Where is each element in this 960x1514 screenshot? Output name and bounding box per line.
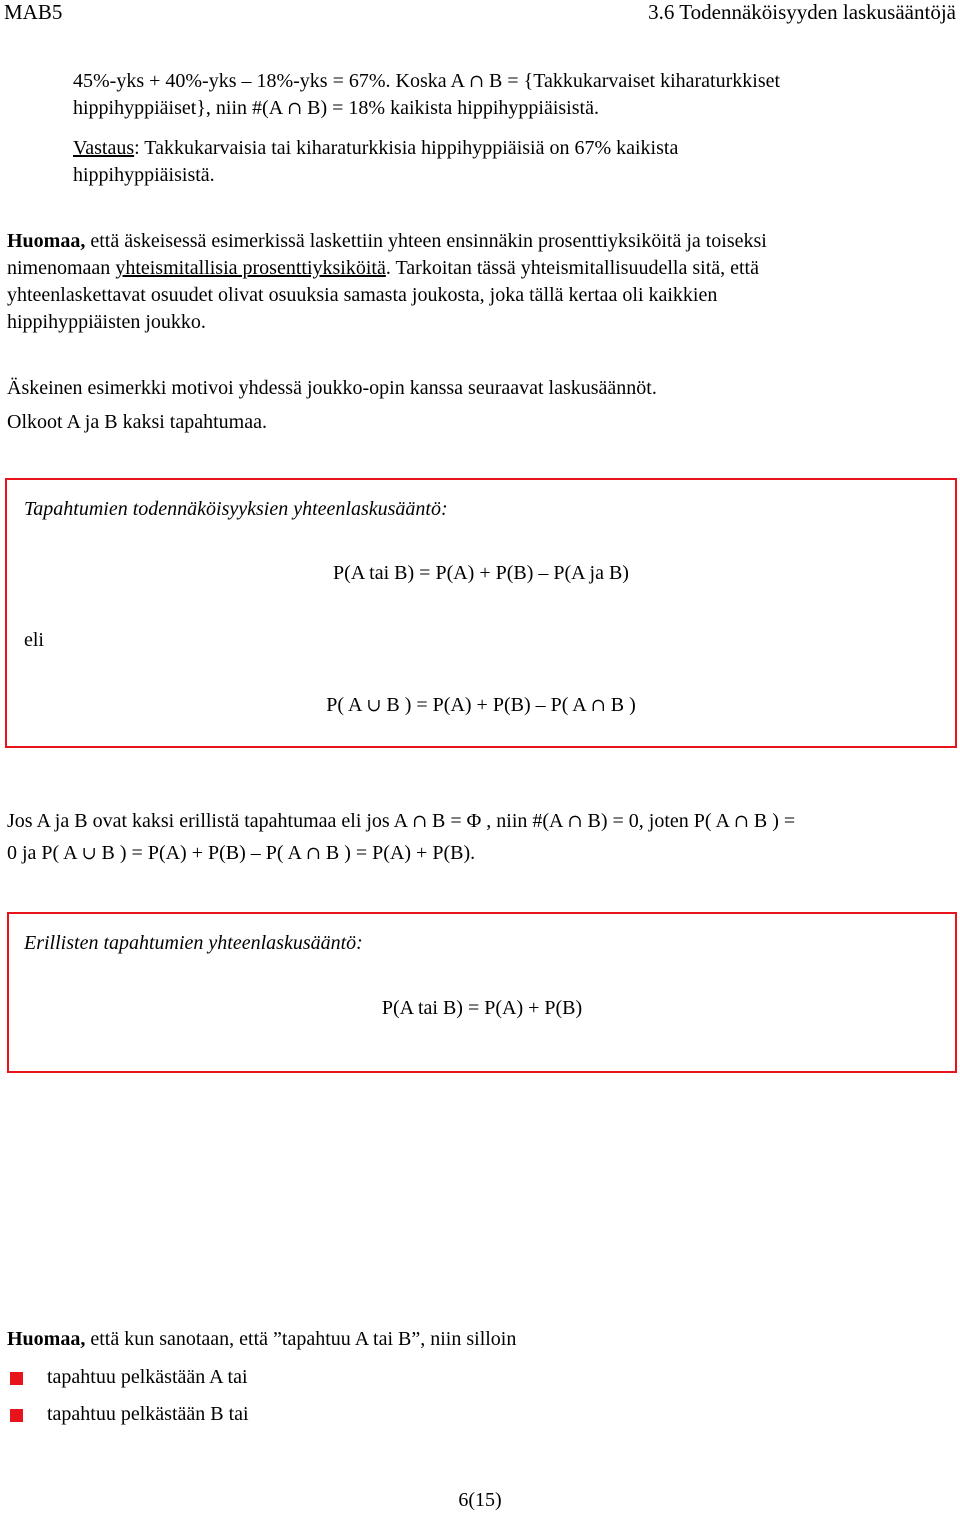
example-line-2: hippihyppiäiset}, niin #(A ∩ B) = 18% kaikista hippihyppiäisistä.: [73, 97, 599, 119]
bullet-item: tapahtuu pelkästään A tai: [10, 1364, 248, 1391]
union-symbol: ∪: [366, 695, 382, 716]
addition-rule-title: Tapahtumien todennäköisyyksien yhteenlaskusääntö:: [24, 498, 448, 520]
intersection-symbol: ∩: [305, 843, 321, 864]
note-bold-label: Huomaa,: [7, 1328, 86, 1350]
red-square-bullet-icon: [10, 1409, 23, 1422]
header-course: MAB5: [4, 0, 63, 24]
note1-line-4: hippihyppiäisten joukko.: [7, 311, 206, 333]
note1-line-2: nimenomaan yhteismitallisia prosenttiyksiköitä. Tarkoitan tässä yhteismitallisuudella sitä, että: [7, 257, 759, 279]
union-symbol: ∪: [81, 843, 97, 864]
intersection-symbol: ∩: [287, 98, 303, 119]
note-bold-label: Huomaa,: [7, 230, 86, 252]
underlined-term: yhteismitallisia prosenttiyksiköitä: [115, 257, 386, 279]
eli-label: eli: [24, 629, 44, 651]
intersection-symbol: ∩: [590, 695, 606, 716]
disjoint-line-2: 0 ja P( A ∪ B ) = P(A) + P(B) – P( A ∩ B ) = P(A) + P(B).: [7, 842, 476, 864]
intro-line-1: Äskeinen esimerkki motivoi yhdessä joukko-opin kanssa seuraavat laskusäännöt.: [7, 377, 657, 399]
intersection-symbol: ∩: [411, 811, 428, 832]
answer-label: Vastaus: [73, 137, 135, 159]
example-line-1: 45%-yks + 40%-yks – 18%-yks = 67%. Koska A ∩ B = {Takkukarvaiset kiharaturkkiset: [73, 70, 781, 92]
intersection-symbol: ∩: [733, 811, 749, 832]
page-number: 6(15): [458, 1489, 502, 1511]
intro-line-2: Olkoot A ja B kaksi tapahtumaa.: [7, 411, 267, 433]
addition-rule-formula: P(A tai B) = P(A) + P(B) – P(A ja B): [333, 562, 629, 584]
intersection-symbol: ∩: [567, 811, 583, 832]
addition-rule-box: [5, 478, 957, 748]
disjoint-rule-title: Erillisten tapahtumien yhteenlaskusääntö:: [24, 932, 363, 954]
intersection-symbol: ∩: [468, 71, 484, 92]
header-section-title: 3.6 Todennäköisyyden laskusääntöjä: [648, 0, 956, 24]
addition-rule-set-formula: P( A ∪ B ) = P(A) + P(B) – P( A ∩ B ): [326, 694, 636, 716]
note1-line-1: Huomaa, että äskeisessä esimerkissä laskettiin yhteen ensinnäkin prosenttiyksiköitä ja toiseksi: [7, 230, 767, 252]
answer-line-2: hippihyppiäisistä.: [73, 164, 215, 186]
bullet-item: tapahtuu pelkästään B tai: [10, 1401, 249, 1428]
note2-line: Huomaa, että kun sanotaan, että ”tapahtuu A tai B”, niin silloin: [7, 1328, 517, 1350]
disjoint-line-1: Jos A ja B ovat kaksi erillistä tapahtumaa eli jos A ∩ B = Φ , niin #(A ∩ B) = 0, joten P( A ∩ B ) =: [7, 810, 796, 832]
answer-line-1: Vastaus: Takkukarvaisia tai kiharaturkkisia hippihyppiäisiä on 67% kaikista: [73, 137, 679, 159]
disjoint-rule-formula: P(A tai B) = P(A) + P(B): [381, 997, 583, 1019]
note1-line-3: yhteenlaskettavat osuudet olivat osuuksia samasta joukosta, joka tällä kertaa oli kaikkien: [7, 284, 718, 306]
red-square-bullet-icon: [10, 1372, 23, 1385]
disjoint-rule-box: [7, 912, 957, 1073]
